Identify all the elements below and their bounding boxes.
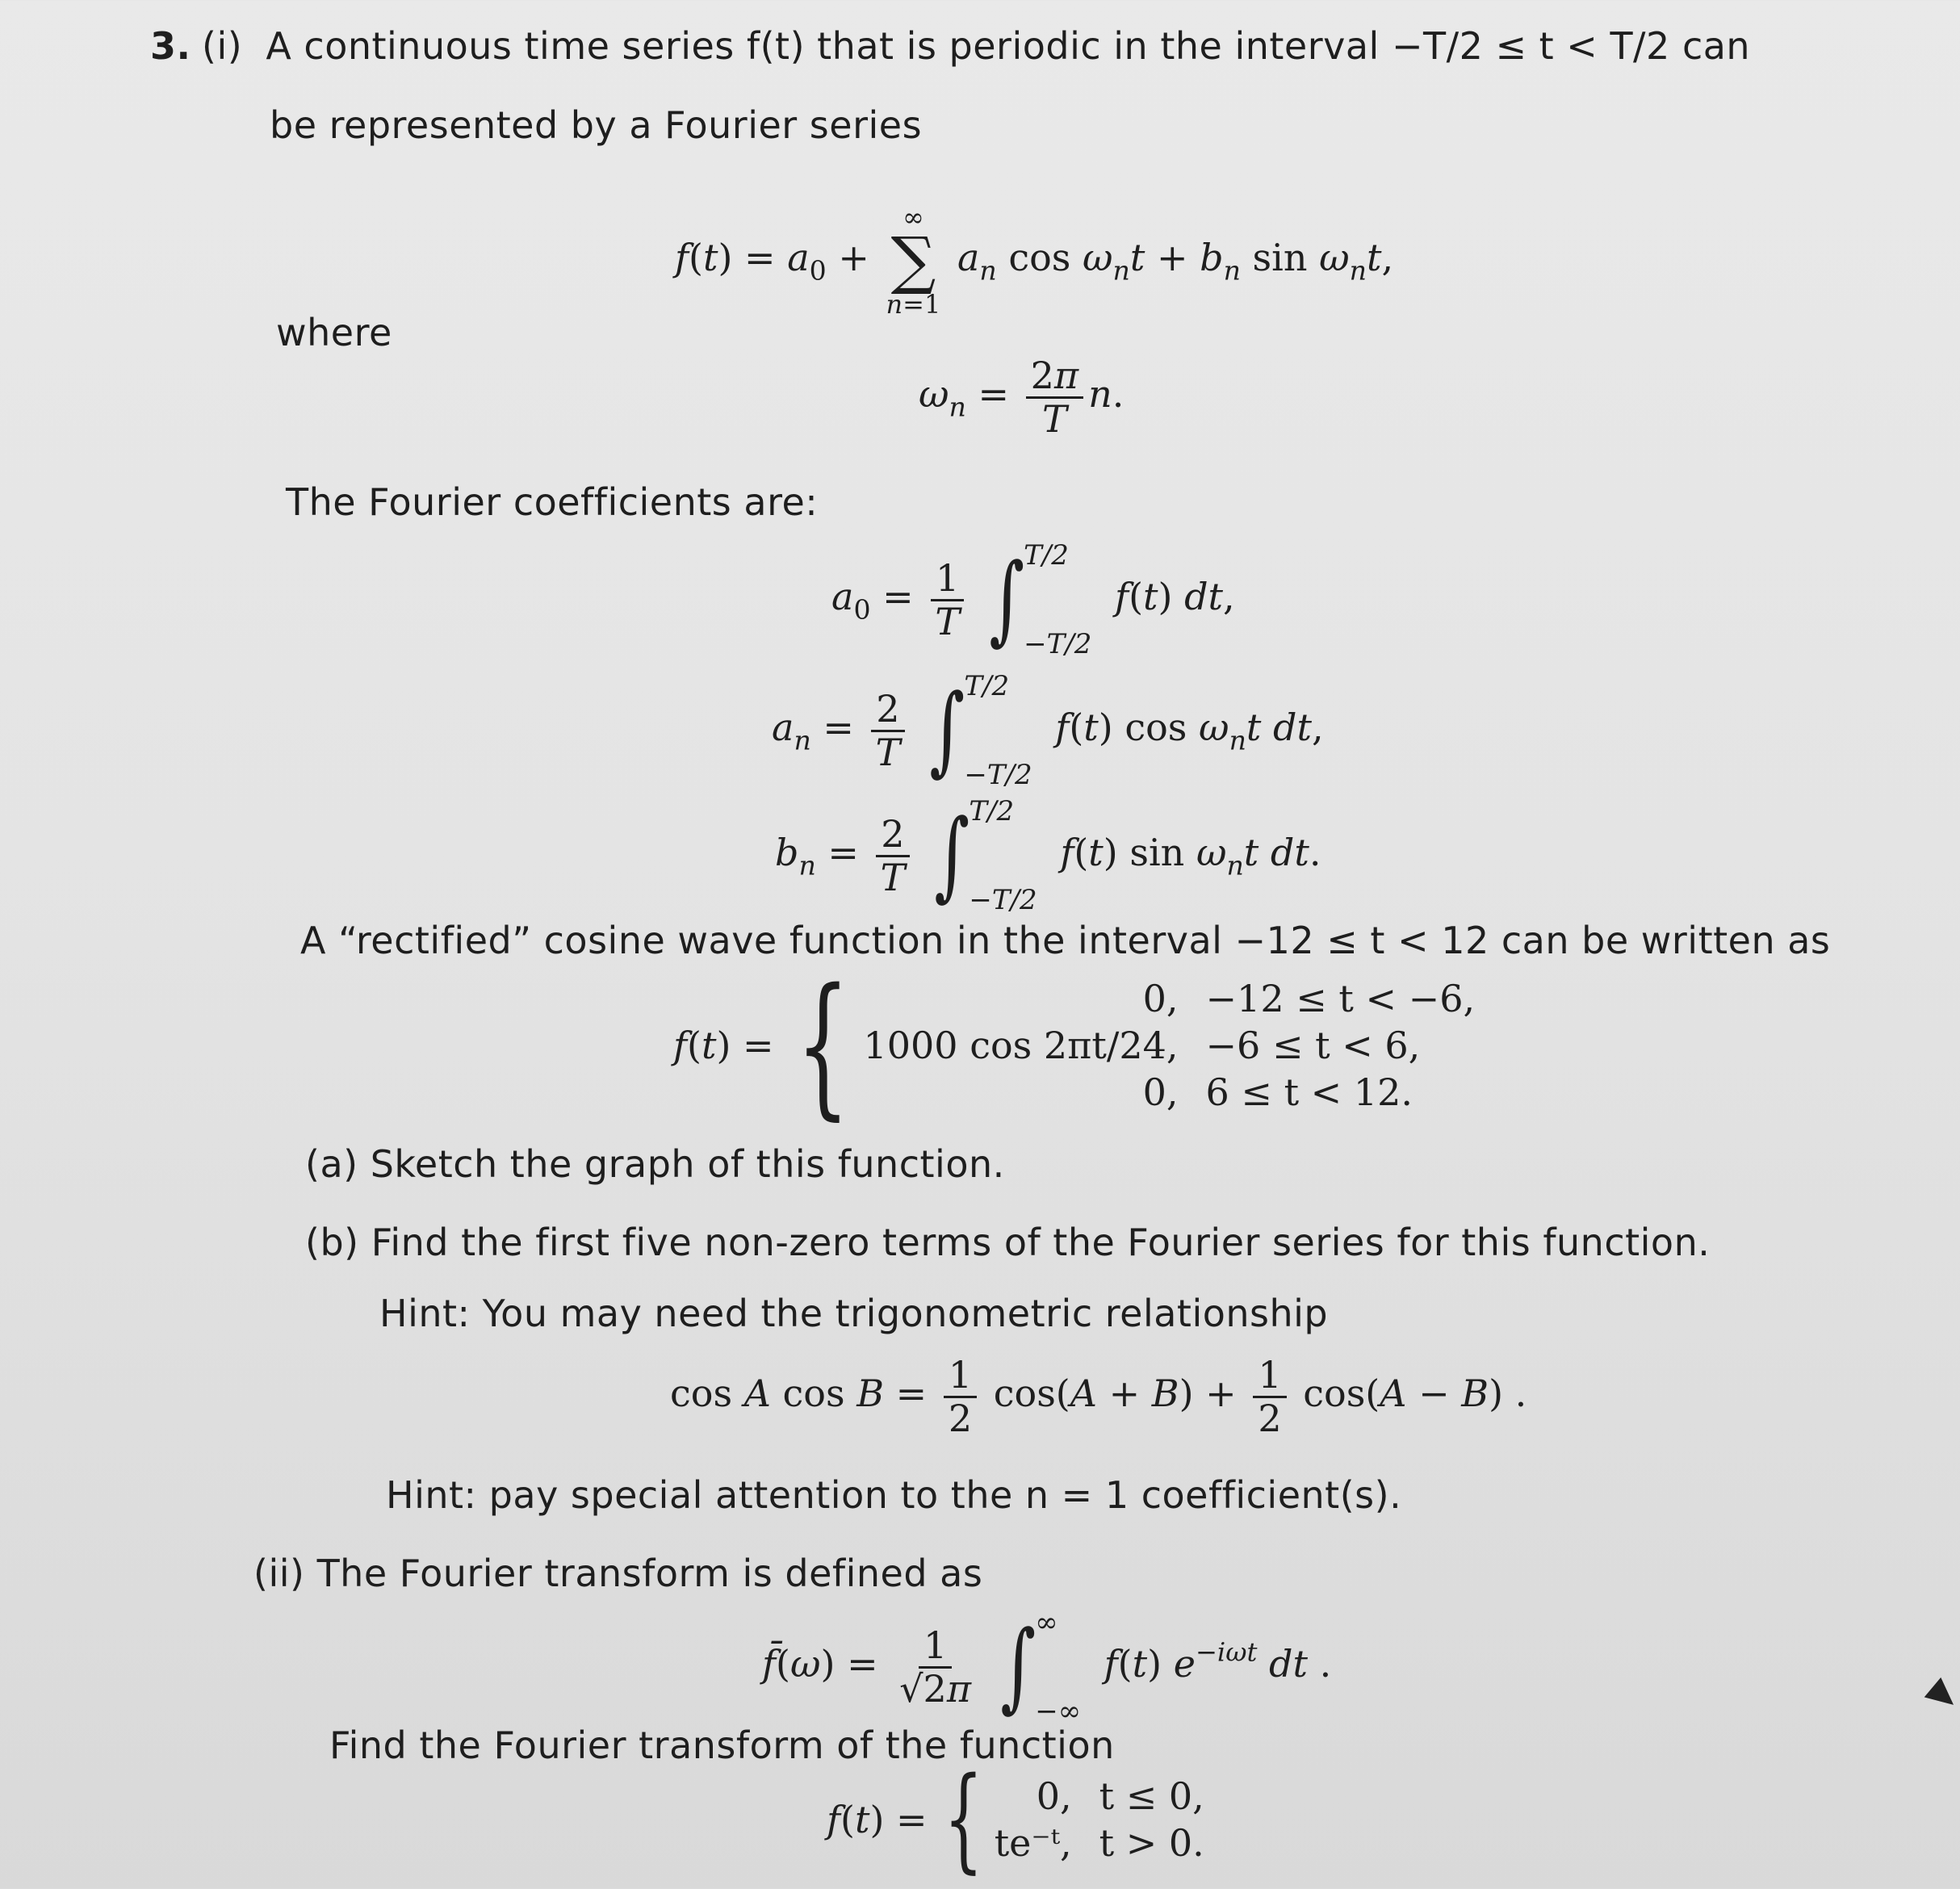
part-b: (b) Find the first five non-zero terms of the Fourier series for this function. [305,1221,1711,1264]
part-a: (a) Sketch the graph of this function. [305,1142,1005,1186]
piecewise-function-2 [827,1753,1204,1885]
pw1-row2-cond: −6 ≤ t < 6, [1205,1024,1421,1067]
pw1-row1-value: 0, [1142,977,1179,1020]
fourier-series-equation: $f(t) = a_0$ + ∞ ∑ n=1 $a_n$ $\cos \omega_nt + b_n$ $\sin \omega_nt$, [675,202,1394,320]
rectified-intro: A “rectified” cosine wave function in the interval −12 ≤ t < 12 can be written as [300,919,1831,962]
part-i-label: (i) [202,24,243,68]
piecewise-function-1 [673,956,1476,1134]
intro-text-1: A continuous time series f(t) that is periodic in the interval −T/2 ≤ t < T/2 can [266,24,1751,68]
coefficients-intro: The Fourier coefficients are: [286,480,819,524]
where-label: where [276,311,392,354]
pw2-row1-value: 0, [1036,1774,1072,1818]
pw2-row1-cond: t ≤ 0, [1099,1774,1204,1818]
mouse-cursor-icon [1924,1677,1960,1715]
hint-1: Hint: You may need the trigonometric relationship [379,1292,1329,1335]
hint-2: Hint: pay special attention to the n = 1 coefficient(s). [386,1473,1402,1517]
part-ii: (ii) The Fourier transform is defined as [253,1552,983,1595]
pw2-row2-value: te⁻ᵗ, [994,1821,1072,1865]
piecewise1-lhs: f(t) = [673,1024,774,1067]
bn-equation: $b_n$ = $\frac{2}{T}$ ∫ T/2 −T/2 f(t) $\sin \omega_nt$ dt. [775,795,1321,916]
pw1-row2-value: 1000 cos 2πt/24, [863,1024,1179,1067]
omega-equation: $\omega_n$ = $\frac{2\pi}{T}$ n. [919,354,1124,441]
left-brace-icon-2: { [943,1753,983,1885]
pw2-row2-cond: t > 0. [1099,1821,1204,1865]
left-brace-icon: { [795,956,850,1134]
piecewise2-lhs: f(t) = [827,1798,928,1841]
intro-line-2: be represented by a Fourier series [270,103,923,147]
pw1-row3-cond: 6 ≤ t < 12. [1205,1070,1413,1114]
a0-equation: $a_0$ = $\frac{1}{T}$ ∫ T/2 −T/2 f(t) dt, [831,539,1235,660]
intro-line-1 [202,24,1750,68]
problem-number: 3. [150,24,191,68]
fourier-transform-equation: f̄(ω) = $\frac{1}{√2\pi}$ ∫ ∞ −∞ f(t) $e^{-i\omega t}$ dt . [762,1606,1332,1728]
pw1-row3-value: 0, [1142,1070,1179,1114]
an-equation: $a_n$ = $\frac{2}{T}$ ∫ T/2 −T/2 f(t) $\cos \omega_nt$ dt, [772,670,1324,791]
trig-identity-equation: cos A cos B = $\frac{1}{2}$ cos(A + B) + $\frac{1}{2}$ cos(A − B) . [670,1353,1527,1440]
pw1-row1-cond: −12 ≤ t < −6, [1205,977,1476,1020]
find-transform-text: Find the Fourier transform of the function [329,1724,1115,1767]
